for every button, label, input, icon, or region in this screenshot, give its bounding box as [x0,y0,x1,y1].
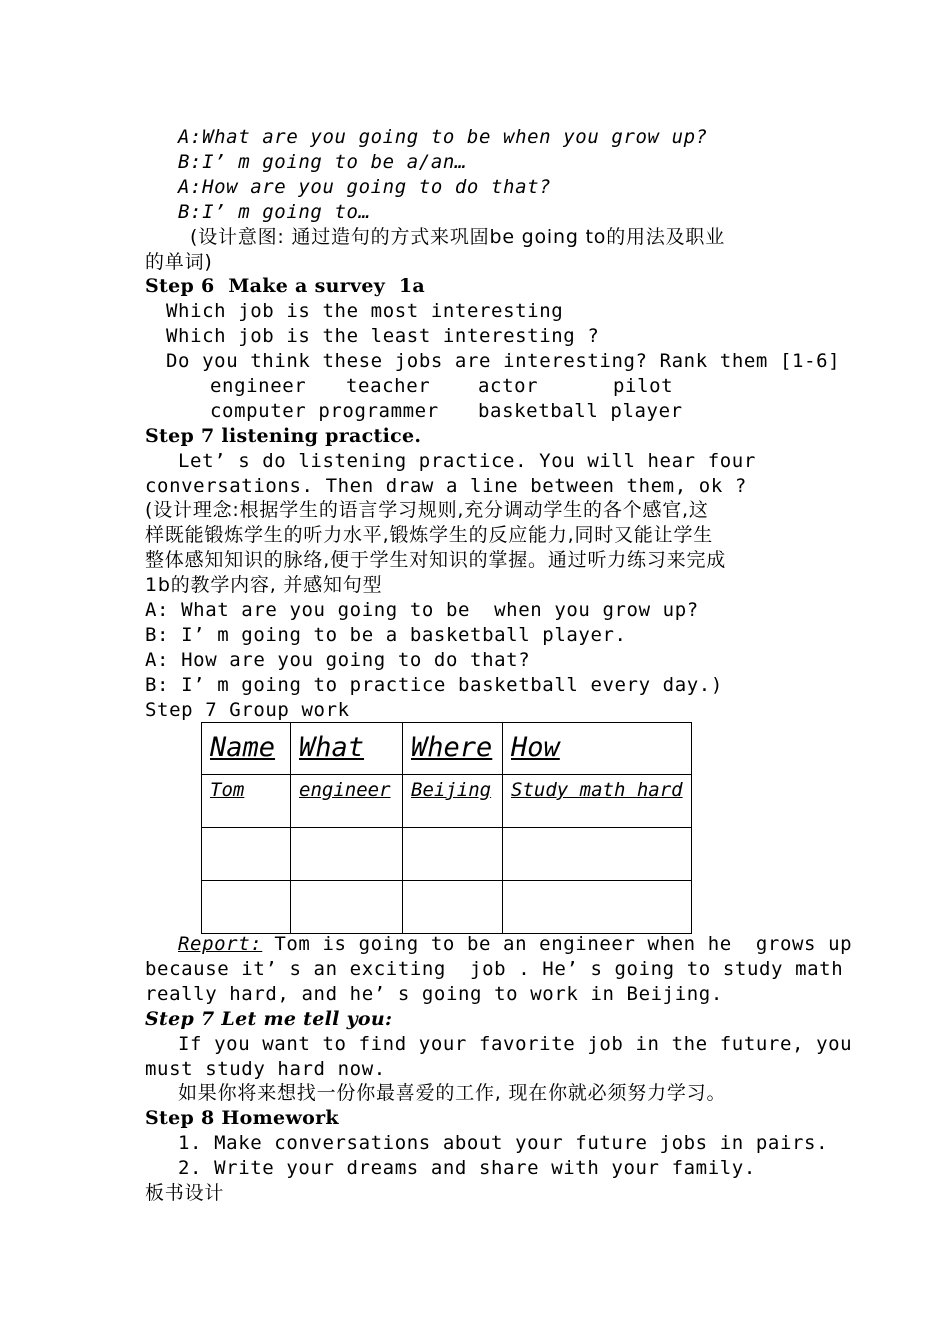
step7-tell-heading: Step 7 Let me tell you: [145,1008,393,1030]
table-cell: Tom [202,775,291,828]
table-cell [503,828,692,881]
table-cell [291,881,403,934]
table-row [202,881,692,934]
step7-listening-heading: Step 7 listening practice. [145,425,422,447]
step8-heading: Step 8 Homework [145,1107,339,1129]
report-line: because it’ s an exciting job . He’ s going to study math [145,958,844,980]
paragraph-line: If you want to find your favorite job in the future, you [178,1033,853,1055]
table-cell [403,828,503,881]
report-line: really hard, and he’ s going to work in Beijing. [145,983,723,1005]
table-header-cell: Name [202,723,291,775]
table-header-cell: How [503,723,692,775]
table-cell: Study math hard [503,775,692,828]
dialogue-line: B:I’ m going to… [178,201,371,223]
table-cell [202,828,291,881]
table-cell: engineer [291,775,403,828]
dialogue-line: A:How are you going to do that? [178,176,552,198]
design-note: (设计意图: 通过造句的方式来巩固be going to的用法及职业 [190,226,726,248]
survey-question: Which job is the most interesting [166,300,564,322]
chinese-line: 如果你将来想找一份你最喜爱的工作, 现在你就必须努力学习。 [178,1082,727,1104]
job-item: engineer [210,375,307,397]
job-item: pilot [613,375,674,397]
table-header-cell: Where [403,723,503,775]
design-note: 整体感知知识的脉络,便于学生对知识的掌握。通过听力练习来完成 [145,549,727,571]
survey-question: Do you think these jobs are interesting? Rank them [1-6] [166,350,841,372]
group-work-table [201,722,692,934]
paragraph-line: conversations. Then draw a line between them, ok ? [145,475,747,497]
table-header-cell: What [291,723,403,775]
dialogue-line: A: How are you going to do that? [145,649,531,671]
dialogue-line: A: What are you going to be when you grow up? [145,599,699,621]
job-item: actor [478,375,539,397]
design-note: 样既能锻炼学生的听力水平,锻炼学生的反应能力,同时又能让学生 [145,524,714,546]
table-header-row [202,723,692,775]
table-cell [202,881,291,934]
report-line [178,932,852,957]
paragraph-line: must study hard now. [145,1058,386,1080]
dialogue-line: B: I’ m going to practice basketball every day.) [145,674,723,696]
homework-item: 2. Write your dreams and share with your family. [178,1157,756,1179]
survey-question: Which job is the least interesting ? [166,325,600,347]
table-cell: Beijing [403,775,503,828]
table-cell [503,881,692,934]
job-item: computer programmer [210,400,439,422]
paragraph-line: Let’ s do listening practice. You will hear four [178,450,756,472]
step6-heading: Step 6 Make a survey 1a [145,275,426,297]
dialogue-line: A:What are you going to be when you grow up? [178,126,708,148]
report-text: Tom is going to be an engineer when he grows up [262,933,853,955]
table-cell [291,828,403,881]
blackboard-design-label: 板书设计 [145,1182,225,1204]
group-work-heading: Step 7 Group work [145,699,350,721]
homework-item: 1. Make conversations about your future jobs in pairs. [178,1132,829,1154]
design-note: (设计理念:根据学生的语言学习规则,充分调动学生的各个感官,这 [145,499,709,521]
design-note: 1b的教学内容, 并感知句型 [145,574,383,596]
table-row [202,775,692,828]
table-row [202,828,692,881]
design-note: 的单词) [145,251,213,273]
table-cell [403,881,503,934]
dialogue-line: B:I’ m going to be a/an… [178,151,467,173]
job-item: basketball player [478,400,683,422]
report-label: Report: [178,933,263,955]
dialogue-line: B: I’ m going to be a basketball player. [145,624,627,646]
job-item: teacher [346,375,431,397]
